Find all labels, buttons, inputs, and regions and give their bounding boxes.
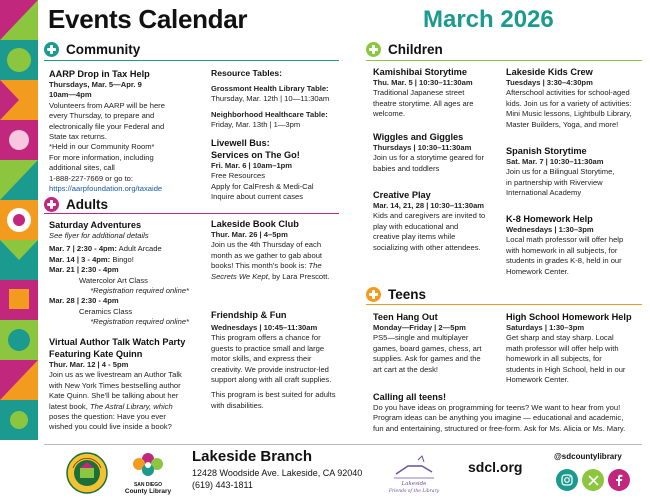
event-time: Thursday, Mar. 12th | 10—11:30am [211, 94, 330, 104]
section-children [366, 42, 443, 57]
facebook-glyph [614, 474, 624, 486]
event-date: Mar. 14 | 3 - 4pm: [49, 254, 111, 264]
book-title: The [308, 261, 322, 271]
flower-icon [44, 197, 59, 212]
event-title: Saturday Adventures [49, 220, 142, 230]
seal-graphic [66, 452, 108, 494]
event-text: games, board games, chess, art [373, 343, 482, 353]
event-text: students in High School, held in our [506, 364, 626, 374]
aarp-link[interactable]: https://aarpfoundation.org/taxaide [49, 184, 163, 194]
book-club-event [211, 218, 341, 282]
event-title: Teen Hang Out [373, 312, 438, 322]
event-date: Monday—Friday | 2—5pm [373, 323, 466, 332]
x-icon[interactable] [582, 469, 604, 491]
event-text: Watercolor Art Class [79, 275, 148, 285]
event-date: Thursdays, Mar. 5—Apr. 9 [49, 80, 142, 89]
library-logo-line1: SAN DIEGO [133, 482, 163, 488]
phone-line: (619) 443-1811 [192, 480, 253, 490]
event-text: Join us for a Bilingual Storytime, [506, 167, 615, 177]
event-text: creativity. We provide instructor-led [211, 364, 329, 374]
event-subtitle: Grossmont Health Library Table: [211, 84, 329, 93]
aarp-event [49, 68, 209, 194]
event-date: Thur. Mar. 12 | 4 - 5pm [49, 360, 129, 369]
livewell-bus-event [211, 137, 341, 203]
event-title: High School Homework Help [506, 312, 632, 322]
event-text: kids. Join us for a variety of activities: [506, 98, 632, 108]
event-text: Join us the 4th Thursday of each [211, 240, 322, 250]
event-text: Program ideas can be anything you imagine — educational and academic, [373, 413, 624, 423]
registration-note: *Registration required online* [90, 286, 189, 296]
event-text: socializing with other attendees. [373, 242, 481, 252]
county-seal-logo [66, 452, 108, 494]
branch-name: Lakeside Branch [192, 448, 313, 465]
community-rule [44, 60, 339, 61]
event-time: 10am—4pm [49, 90, 92, 100]
hs-homework-event [506, 311, 646, 385]
event-text: Ceramics Class [79, 306, 133, 316]
section-children-label: Children [388, 42, 443, 57]
event-text: electronically file your Federal and [49, 121, 165, 131]
event-title: Resource Tables: [211, 68, 283, 78]
event-text: math professor will offer help with [506, 343, 619, 353]
event-text: PS5—single and multiplayer [373, 333, 469, 343]
event-title: Lakeside Book Club [211, 219, 299, 229]
instagram-icon[interactable] [556, 469, 578, 491]
event-text: motor skills, and express their [211, 354, 312, 364]
event-title: Livewell Bus: [211, 138, 270, 148]
section-teens-label: Teens [388, 287, 427, 302]
event-title: AARP Drop in Tax Help [49, 69, 150, 79]
library-logo-graphic [118, 450, 178, 498]
pattern-graphic [0, 0, 38, 440]
event-title: Spanish Storytime [506, 146, 587, 156]
wiggles-giggles-event [373, 131, 501, 174]
event-text: month as we gather to gab about [211, 250, 323, 260]
teens-rule [366, 304, 642, 305]
event-text: Kids and caregivers are invited to [373, 211, 486, 221]
event-text: in partnership with Riverview [506, 177, 603, 187]
event-time: Friday, Mar. 13th | 1—3pm [211, 120, 301, 130]
event-title: Virtual Author Talk Watch Party [49, 337, 186, 347]
event-text: This program is best suited for adults [211, 390, 336, 400]
event-date: Thur. Mar. 26 | 4–5pm [211, 230, 288, 239]
event-title: Calling all teens! [373, 392, 447, 402]
k8-homework-event [506, 213, 646, 277]
event-text: creative play items while [373, 232, 456, 242]
event-text: guests to practice small and large [211, 343, 325, 353]
event-date: Wednesdays | 10:45–11:30am [211, 323, 318, 332]
event-text: with New York Times bestselling author [49, 380, 181, 390]
event-text: Get sharp and stay sharp. Local [506, 333, 614, 343]
event-subtitle: Neighborhood Healthcare Table: [211, 109, 328, 119]
creative-play-event [373, 189, 503, 253]
event-text: Join us as we livestream an Author Talk [49, 370, 182, 380]
book-title: Secrets We Kept [211, 271, 268, 281]
event-text: International Academy [506, 188, 582, 198]
event-text: theatre storytime. All ages are [373, 98, 474, 108]
month-title: March 2026 [423, 6, 554, 33]
section-community-label: Community [66, 42, 141, 57]
event-text: Free Resources [211, 171, 266, 181]
event-text: Traditional Japanese street [373, 88, 465, 98]
friends-logo-graphic [388, 452, 440, 494]
event-date: Sat. Mar. 7 | 10:30–11:30am [506, 157, 604, 166]
flower-icon [366, 42, 381, 57]
section-adults-label: Adults [66, 197, 108, 212]
saturday-adventures-event [49, 219, 189, 328]
event-date: Fri. Mar. 6 | 10am–1pm [211, 161, 293, 170]
event-text: play with educational and [373, 221, 459, 231]
instagram-glyph [561, 474, 573, 486]
children-rule [366, 60, 642, 61]
facebook-icon[interactable] [608, 469, 630, 491]
event-text: Local math professor will offer help [506, 235, 624, 245]
event-date: Wednesdays | 1:30–3pm [506, 225, 594, 234]
event-date: Thursdays | 10:30–11:30am [373, 143, 472, 152]
event-date: Saturdays | 1:30–3pm [506, 323, 585, 332]
event-text: Master Builders, Yoga, and more! [506, 119, 619, 129]
event-text: wished you could live inside a book? [49, 422, 172, 432]
event-text: 1-888-227-7669 or go to: [49, 173, 134, 183]
event-text: State tax returns. [49, 132, 107, 142]
friends-of-library-logo [388, 452, 440, 494]
event-text: Volunteers from AARP will be here [49, 100, 165, 110]
friends-logo-line1: Lakeside [401, 481, 427, 487]
friends-logo-line2: Friends of the Library [388, 489, 440, 494]
event-text: latest book, [49, 401, 90, 411]
website-link[interactable]: sdcl.org [468, 459, 523, 475]
event-text: students in grades K-8, held in our [506, 256, 622, 266]
event-text: homework in all subjects, for [506, 354, 602, 364]
event-title: Services on The Go! [211, 150, 300, 160]
event-title: Lakeside Kids Crew [506, 67, 593, 77]
event-title: Creative Play [373, 190, 431, 200]
section-adults [44, 197, 108, 212]
event-text: Inquire about current cases [211, 192, 304, 202]
event-text: fun and entertaining, structured or free-form. Ask for Ms. Alicia or Ms. Mary. [373, 423, 626, 433]
event-text: support along with all craft supplies. [211, 375, 332, 385]
teen-hangout-event [373, 311, 501, 375]
event-text: art cart at the desk! [373, 364, 438, 374]
section-community [44, 42, 140, 57]
flower-icon [366, 287, 381, 302]
friendship-fun-event [211, 309, 346, 411]
event-text: Join us for a storytime geared for [373, 153, 485, 163]
event-text: Homework Center. [506, 266, 569, 276]
adults-rule [44, 213, 339, 214]
virtual-author-talk-event [49, 336, 211, 433]
event-text: This program offers a chance for [211, 333, 321, 343]
event-text: Mini Music lessons, Lightbulb Library, [506, 109, 632, 119]
event-text: poses the question: Have you ever [49, 412, 166, 422]
calling-teens [373, 391, 645, 434]
event-text: with disabilities. [211, 400, 264, 410]
event-text: Apply for CalFresh & Medi-Cal [211, 181, 314, 191]
event-text: additional sites, call [49, 163, 115, 173]
resource-tables [211, 68, 341, 131]
event-subtitle: See flyer for additional details [49, 231, 149, 240]
event-text: every Thursday, to prepare and [49, 111, 155, 121]
event-date: Thu. Mar. 5 | 10:30–11:30am [373, 78, 473, 87]
event-text: supplies. Ask for games and the [373, 354, 481, 364]
book-title: The Astral Library, which [89, 401, 173, 411]
event-title: Featuring Kate Quinn [49, 349, 143, 359]
event-text: Do you have ideas on programming for teens? We want to hear from you! [373, 403, 621, 412]
decorative-stripe [0, 0, 38, 440]
spanish-storytime-event [506, 145, 646, 199]
social-handle: @sdcountylibrary [554, 452, 622, 461]
event-text: welcome. [373, 109, 406, 119]
county-library-logo [118, 450, 178, 498]
event-date: Mar. 28 | 2:30 - 4pm [49, 296, 119, 306]
event-text: books! This month's book is: [211, 261, 309, 271]
event-text: *Held in our Community Room* [49, 142, 155, 152]
event-text: Adult Arcade [116, 244, 162, 254]
section-teens [366, 287, 426, 302]
event-date: Mar. 21 | 2:30 - 4pm [49, 265, 119, 275]
page-title: Events Calendar [48, 4, 248, 34]
x-glyph [588, 475, 599, 486]
event-title: K-8 Homework Help [506, 214, 593, 224]
event-title: Friendship & Fun [211, 310, 287, 320]
event-title: Kamishibai Storytime [373, 67, 467, 77]
event-text: Bingo! [110, 254, 134, 264]
event-title: Wiggles and Giggles [373, 132, 464, 142]
event-text: Homework Center. [506, 375, 569, 385]
library-logo-line2: County Library [124, 488, 172, 495]
event-text: babies and toddlers [373, 163, 440, 173]
address-line: 12428 Woodside Ave. Lakeside, CA 92040 [192, 468, 363, 478]
event-text: , by Lara Prescott. [267, 271, 330, 281]
registration-note: *Registration required online* [90, 317, 189, 327]
event-text: Afterschool activities for school-aged [506, 88, 630, 98]
event-text: For more information, including [49, 152, 154, 162]
event-text: Kate Quinn. She'll be talking about her [49, 391, 179, 401]
event-text: with homework in all subjects, for [506, 245, 618, 255]
event-date: Tuesdays | 3:30–4:30pm [506, 78, 593, 87]
flower-icon [44, 42, 59, 57]
kids-crew-event [506, 66, 646, 130]
event-date: Mar. 7 | 2:30 - 4pm: [49, 244, 117, 254]
kamishibai-event [373, 66, 501, 120]
branch-address [192, 467, 362, 491]
event-date: Mar. 14, 21, 28 | 10:30–11:30am [373, 201, 485, 210]
footer-divider [44, 444, 642, 445]
